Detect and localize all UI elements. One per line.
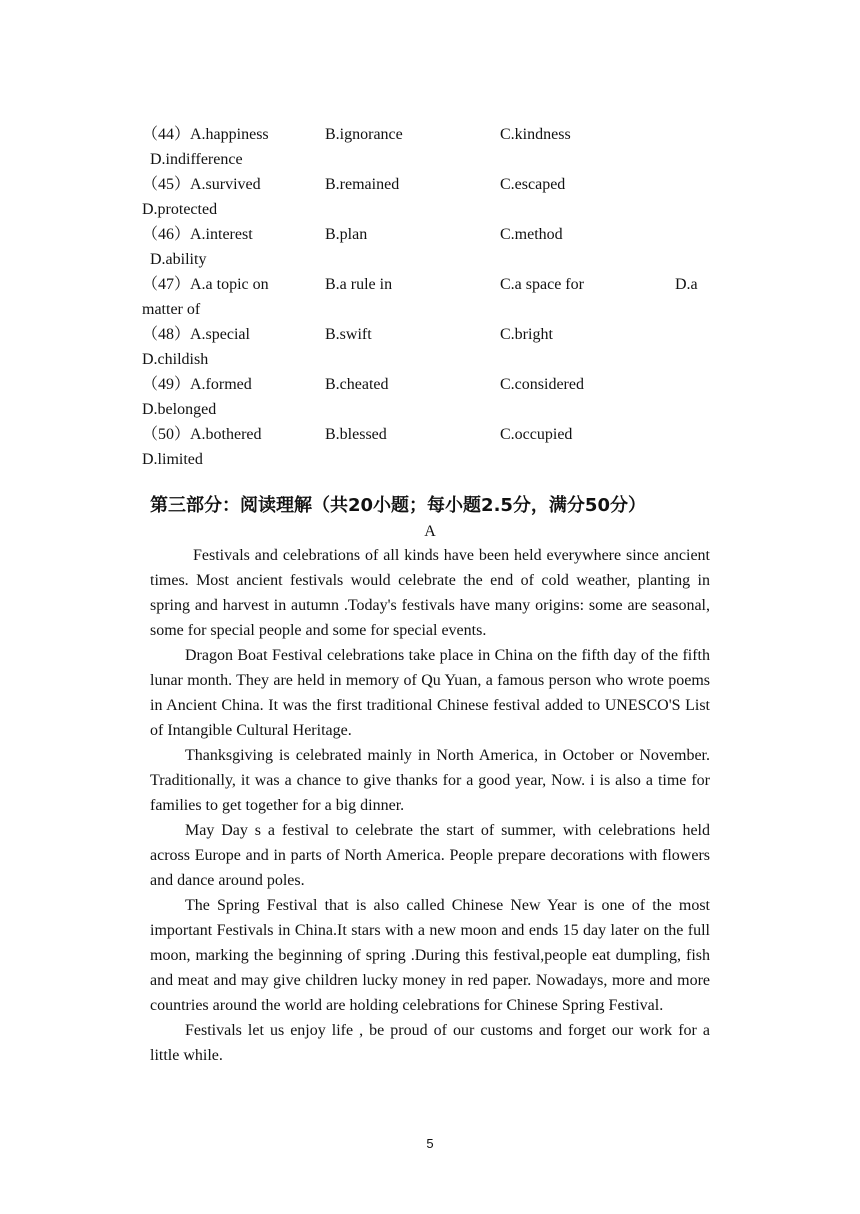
option-a: （48）A.special [142,326,250,343]
option-row-44 [142,122,722,147]
paragraph: May Day s a festival to celebrate the start of summer, with celebrations held across Europe and in parts of North America. People prepare decorations with flowers and dance around poles. [150,822,710,889]
option-row-48-cont: D.childish [142,351,209,368]
option-b: B.plan [325,226,368,243]
option-row-46 [142,222,722,247]
option-c: C.kindness [500,126,571,143]
option-row-46-cont: D.ability [150,251,207,268]
option-b: B.blessed [325,426,387,443]
option-a: （47）A.a topic on [142,276,269,293]
option-row-49-cont: D.belonged [142,401,217,418]
option-a: （49）A.formed [142,376,252,393]
option-a: （45）A.survived [142,176,261,193]
page-number: 5 [426,1136,434,1151]
option-a: （46）A.interest [142,226,253,243]
paragraph: Dragon Boat Festival celebrations take place in China on the fifth day of the fifth lunar month. They are held in memory of Qu Yuan, a famous person who wrote poems in Ancient China. It was the first traditional Chinese festival added to UNESCO'S List of Intangible Cultural Heritage. [150,647,710,739]
option-b: B.ignorance [325,126,403,143]
option-row-45 [142,172,722,197]
reading-passage [150,543,710,1068]
option-c: C.occupied [500,426,573,443]
option-c: C.a space for [500,276,584,293]
paragraph: Festivals and celebrations of all kinds have been held everywhere since ancient times. Most ancient festivals would celebrate the end of cold weather, planting in spring and harvest in autumn .Today's festivals have many origins: some are seasonal, some for special people and some for special events. [150,547,710,639]
option-row-49 [142,372,722,397]
option-row-48 [142,322,722,347]
option-row-44-cont: D.indifference [150,151,243,168]
option-c: C.escaped [500,176,566,193]
paragraph: Thanksgiving is celebrated mainly in North America, in October or November. Traditionally, it was a chance to give thanks for a good year, Now. i is also a time for families to get together for a big dinner. [150,747,710,814]
paragraph: The Spring Festival that is also called Chinese New Year is one of the most important Festivals in China.It stars with a new moon and ends 15 day later on the full moon, marking the beginning of spring .During this festival,people eat dumpling, fish and meat and may give children lucky money in red paper. Nowadays, more and more countries around the world are holding celebrations for Chinese Spring Festival. [150,897,710,1014]
option-d: D.a [675,276,698,293]
option-b: B.a rule in [325,276,393,293]
passage-label: A [424,523,436,540]
option-b: B.swift [325,326,372,343]
paragraph: Festivals let us enjoy life , be proud of our customs and forget our work for a little while. [150,1022,710,1064]
option-row-50-cont: D.limited [142,451,203,468]
option-row-45-cont: D.protected [142,201,218,218]
section-title: 第三部分：阅读理解（共20小题；每小题2.5分，满分50分） [150,495,646,516]
option-c: C.bright [500,326,553,343]
option-row-47-cont: matter of [142,301,201,318]
option-row-47 [142,272,722,297]
option-a: （50）A.bothered [142,426,262,443]
option-c: C.method [500,226,563,243]
option-b: B.cheated [325,376,389,393]
option-a: （44）A.happiness [142,126,269,143]
option-row-50 [142,422,722,447]
option-b: B.remained [325,176,400,193]
option-c: C.considered [500,376,584,393]
